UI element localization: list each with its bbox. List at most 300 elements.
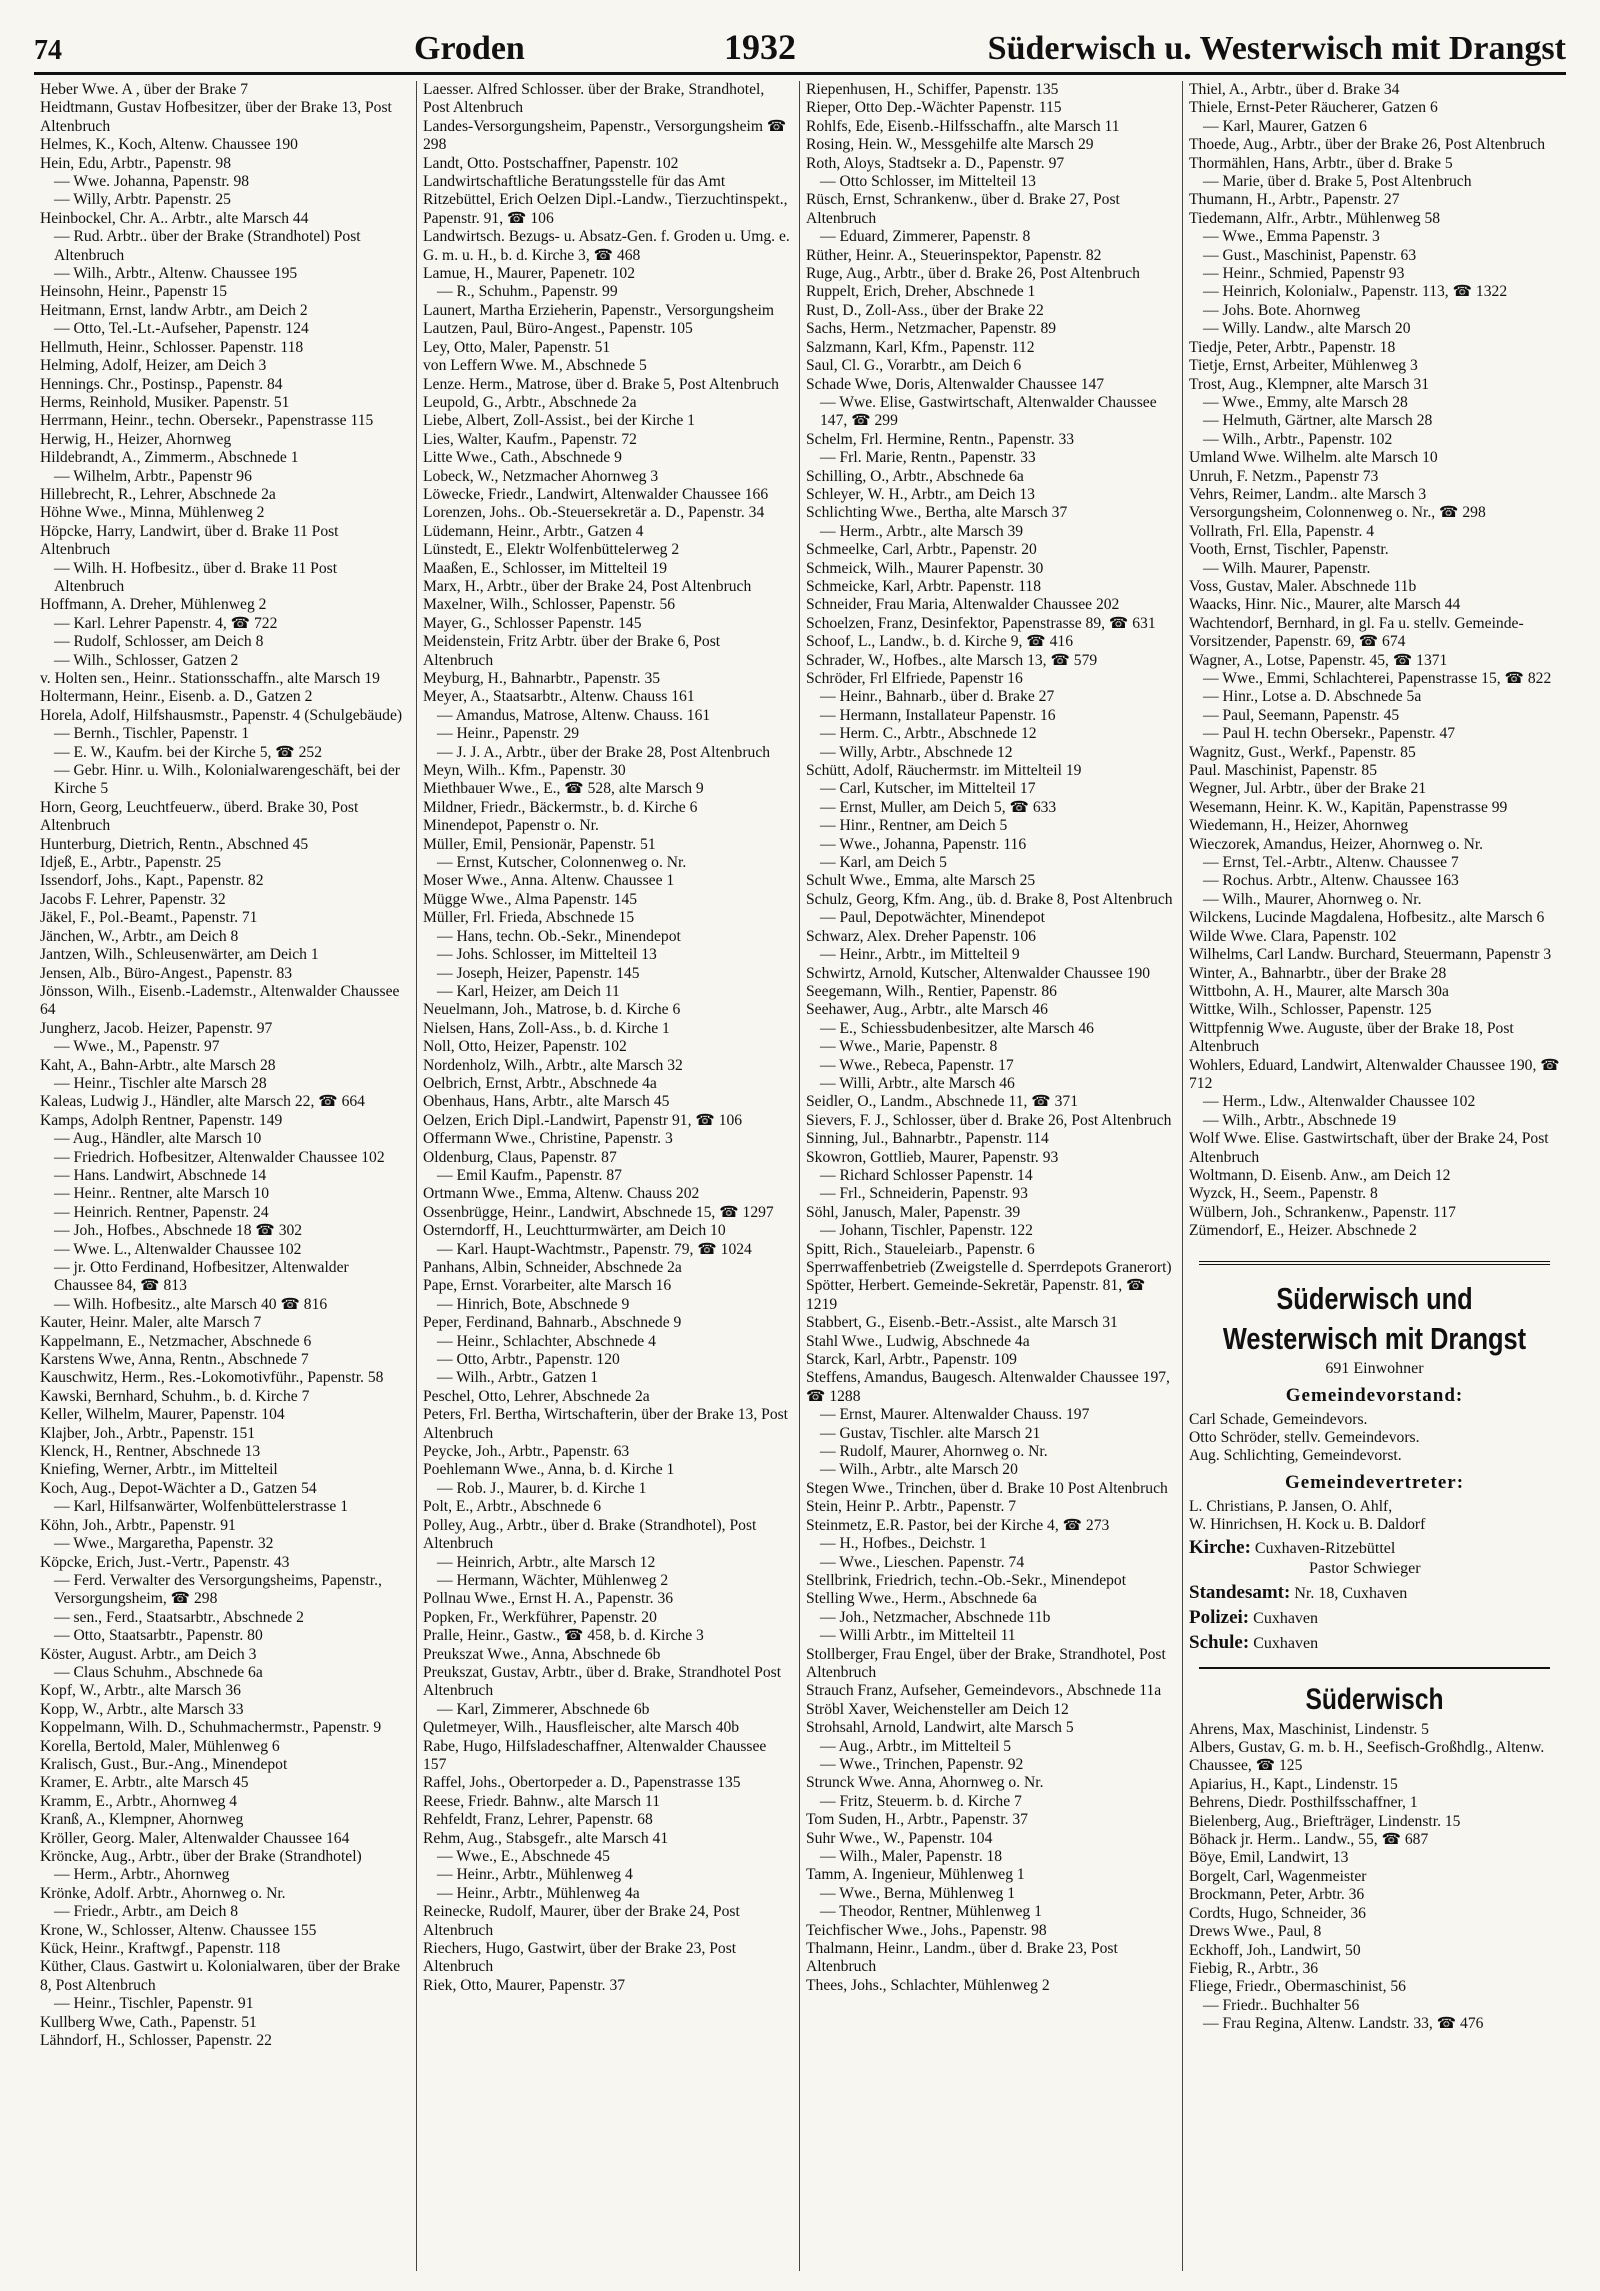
directory-entry: Nielsen, Hans, Zoll-Ass., b. d. Kirche 1 — [423, 1019, 670, 1037]
directory-entry: Kappelmann, E., Netzmacher, Abschnede 6 — [40, 1332, 312, 1350]
directory-entry: Peschel, Otto, Lehrer, Abschnede 2a — [423, 1387, 650, 1405]
page-number: 74 — [34, 35, 62, 66]
directory-entry: Korella, Bertold, Maler, Mühlenweg 6 — [40, 1737, 280, 1755]
directory-entry: Reinecke, Rudolf, Maurer, über der Brake 24, Post Altenbruch — [423, 1903, 740, 1939]
subsection-title: Süderwisch — [1305, 1682, 1444, 1716]
directory-entry: Pralle, Heinr., Gastw., ☎ 458, b. d. Kirche 3 — [423, 1627, 704, 1645]
directory-entry: — Joh., Hofbes., Abschnede 18 ☎ 302 — [54, 1222, 303, 1240]
directory-entry: — Otto, Tel.-Lt.-Aufseher, Papenstr. 124 — [54, 320, 309, 338]
directory-entry: — Willy. Landw., alte Marsch 20 — [1203, 320, 1411, 338]
directory-entry: Landwirtsch. Bezugs- u. Absatz-Gen. f. Groden u. Umg. e. G. m. u. H., b. d. Kirche 3, ☎ 468 — [423, 228, 790, 264]
directory-entry: Vehrs, Reimer, Landm.. alte Marsch 3 — [1189, 485, 1427, 503]
directory-entry: Peters, Frl. Bertha, Wirtschafterin, über der Brake 13, Post Altenbruch — [423, 1406, 789, 1442]
directory-entry: Launert, Martha Erzieherin, Papenstr., Versorgungsheim — [423, 301, 775, 319]
directory-entry: Wittke, Wilh., Schlosser, Papenstr. 125 — [1189, 1001, 1432, 1019]
directory-entry: Drews Wwe., Paul, 8 — [1189, 1923, 1322, 1941]
representatives-line: W. Hinrichsen, H. Kock u. B. Daldorf — [1189, 1516, 1426, 1534]
directory-entry: — Heinr., Arbtr., Mühlenweg 4 — [437, 1866, 633, 1884]
directory-entry: Wilde Wwe. Clara, Papenstr. 102 — [1189, 927, 1397, 945]
directory-entry: Steinmetz, E.R. Pastor, bei der Kirche 4, ☎ 273 — [806, 1516, 1110, 1534]
directory-entry: Wesemann, Heinr. K. W., Kapitän, Papenstrasse 99 — [1189, 798, 1508, 816]
directory-entry: — Otto, Arbtr., Papenstr. 120 — [437, 1351, 620, 1369]
directory-entry: Peper, Ferdinand, Bahnarb., Abschnede 9 — [423, 1314, 682, 1332]
directory-entry: — Claus Schuhm., Abschnede 6a — [54, 1663, 263, 1681]
directory-entry: — Wwe., Johanna, Papenstr. 116 — [820, 835, 1027, 853]
directory-entry: Schade Wwe, Doris, Altenwalder Chaussee 147 — [806, 375, 1105, 393]
directory-entry: Thormählen, Hans, Arbtr., über d. Brake 5 — [1189, 154, 1453, 172]
directory-entry: Strohsahl, Arnold, Landwirt, alte Marsch 5 — [806, 1719, 1074, 1737]
directory-entry: — Wwe., M., Papenstr. 97 — [54, 1038, 220, 1056]
church-value: Cuxhaven-Ritzebüttel — [1254, 1539, 1396, 1557]
directory-entry: Quletmeyer, Wilh., Hausfleischer, alte Marsch 40b — [423, 1719, 740, 1737]
directory-entry: Schleyer, W. H., Arbtr., am Deich 13 — [806, 485, 1035, 503]
directory-entry: Kauschwitz, Herm., Res.-Lokomotivführ., Papenstr. 58 — [40, 1369, 384, 1387]
directory-entry: Köpcke, Erich, Just.-Vertr., Papenstr. 43 — [40, 1553, 290, 1571]
directory-entry: Rüsch, Ernst, Schrankenw., über d. Brake 27, Post Altenbruch — [806, 191, 1120, 227]
directory-entry: Kralisch, Gust., Bur.-Ang., Minendepot — [40, 1755, 288, 1773]
directory-entry: Rehm, Aug., Stabsgefr., alte Marsch 41 — [423, 1829, 669, 1847]
directory-entry: Vollrath, Frl. Ella, Papenstr. 4 — [1189, 522, 1375, 540]
directory-entry: Rust, D., Zoll-Ass., über der Brake 22 — [806, 301, 1044, 319]
directory-entry: Kaleas, Ludwig J., Händler, alte Marsch 22, ☎ 664 — [40, 1093, 365, 1111]
directory-entry: Tiedemann, Alfr., Arbtr., Mühlenweg 58 — [1189, 209, 1441, 227]
directory-entry: Ley, Otto, Maler, Papenstr. 51 — [423, 338, 611, 356]
council-heading: Gemeindevorstand: — [1285, 1384, 1464, 1406]
directory-entry: — Johs. Bote. Ahornweg — [1203, 301, 1361, 319]
directory-entry: Lautzen, Paul, Büro-Angest., Papenstr. 105 — [423, 320, 693, 338]
directory-entry: Wieczorek, Amandus, Heizer, Ahornweg o. Nr. — [1189, 835, 1484, 853]
directory-entry: — Johann, Tischler, Papenstr. 122 — [820, 1222, 1033, 1240]
directory-entry: Helming, Adolf, Heizer, am Deich 3 — [40, 357, 267, 375]
directory-entry: Eckhoff, Joh., Landwirt, 50 — [1189, 1941, 1361, 1959]
directory-entry: Heinsohn, Heinr., Papenstr 15 — [40, 283, 228, 301]
section-block — [1189, 1279, 1560, 2034]
directory-entry: Osterndorff, H., Leuchtturmwärter, am Deich 10 — [423, 1222, 726, 1240]
subsection-entries — [1189, 1721, 1560, 2034]
directory-entry: — Aug., Händler, alte Marsch 10 — [54, 1130, 262, 1148]
directory-entry: Seidler, O., Landm., Abschnede 11, ☎ 371 — [806, 1093, 1079, 1111]
police-value: Cuxhaven — [1253, 1609, 1319, 1627]
directory-entry: — Rud. Arbtr.. über der Brake (Strandhotel) Post Altenbruch — [54, 228, 361, 264]
column-4 — [1183, 81, 1566, 2271]
directory-entry: Rehfeldt, Franz, Lehrer, Papenstr. 68 — [423, 1811, 653, 1829]
directory-entry: — Friedr., Arbtr., am Deich 8 — [54, 1903, 239, 1921]
directory-entry: Woltmann, D. Eisenb. Anw., am Deich 12 — [1189, 1166, 1451, 1184]
directory-entry: — Willy, Arbtr., Abschnede 12 — [820, 743, 1013, 761]
year-heading: 1932 — [724, 27, 796, 67]
directory-entry: Lamue, H., Maurer, Papenetr. 102 — [423, 265, 635, 283]
directory-entry: Ruppelt, Erich, Dreher, Abschnede 1 — [806, 283, 1036, 301]
directory-entry: — Gustav, Tischler. alte Marsch 21 — [820, 1424, 1041, 1442]
directory-entry: — Hinrich, Bote, Abschnede 9 — [437, 1295, 630, 1313]
directory-entry: — Wilh. Hofbesitz., alte Marsch 40 ☎ 816 — [54, 1295, 328, 1313]
directory-entry: Thees, Johs., Schlachter, Mühlenweg 2 — [806, 1976, 1050, 1994]
directory-entry: Jäkel, F., Pol.-Beamt., Papenstr. 71 — [40, 909, 258, 927]
directory-entry: Paul. Maschinist, Papenstr. 85 — [1189, 762, 1377, 780]
directory-entry: Kaht, A., Bahn-Arbtr., alte Marsch 28 — [40, 1056, 276, 1074]
directory-entry: Kawski, Bernhard, Schuhm., b. d. Kirche 7 — [40, 1387, 310, 1405]
directory-entry: Wagner, A., Lotse, Papenstr. 45, ☎ 1371 — [1189, 651, 1448, 669]
directory-entry: Tom Suden, H., Arbtr., Papenstr. 37 — [806, 1811, 1028, 1829]
directory-entry: — Heinr., Schlachter, Abschnede 4 — [437, 1332, 656, 1350]
directory-entry: Unruh, F. Netzm., Papenstr 73 — [1189, 467, 1379, 485]
directory-entry: Stollberger, Frau Engel, über der Brake, Strandhotel, Post Altenbruch — [806, 1645, 1166, 1681]
directory-entry: — Wwe., Emmi, Schlachterei, Papenstrasse 15, ☎ 822 — [1203, 670, 1552, 687]
directory-entry: — Johs. Schlosser, im Mittelteil 13 — [437, 946, 657, 964]
directory-entry: Ortmann Wwe., Emma, Altenw. Chauss 202 — [423, 1185, 700, 1203]
directory-entry: — Theodor, Rentner, Mühlenweg 1 — [820, 1903, 1042, 1921]
council-member: Aug. Schlichting, Gemeindevorst. — [1189, 1447, 1402, 1465]
directory-entry: — Gebr. Hinr. u. Wilh., Kolonialwarengeschäft, bei der Kirche 5 — [54, 762, 400, 798]
directory-entry: — Wwe., Rebeca, Papenstr. 17 — [820, 1056, 1014, 1074]
directory-entry: Horela, Adolf, Hilfshausmstr., Papenstr. 4 (Schulgebäude) — [40, 706, 403, 724]
directory-entry: — Herm., Ldw., Altenwalder Chaussee 102 — [1203, 1093, 1476, 1111]
directory-entry: — Joh., Netzmacher, Abschnede 11b — [820, 1608, 1051, 1626]
directory-entry: Koch, Aug., Depot-Wächter a D., Gatzen 54 — [40, 1479, 317, 1497]
directory-entry: Kramm, E., Arbtr., Ahornweg 4 — [40, 1792, 238, 1810]
directory-entry: Oldenburg, Claus, Papenstr. 87 — [423, 1148, 617, 1166]
directory-entry: Nordenholz, Wilh., Arbtr., alte Marsch 32 — [423, 1056, 683, 1074]
directory-entry: Steffens, Amandus, Baugesch. Altenwalder Chaussee 197, ☎ 1288 — [806, 1369, 1170, 1405]
directory-entry: Herrmann, Heinr., techn. Obersekr., Papenstrasse 115 — [40, 412, 374, 430]
directory-entry: — jr. Otto Ferdinand, Hofbesitzer, Altenwalder Chaussee 84, ☎ 813 — [54, 1259, 349, 1295]
directory-entry: Trost, Aug., Klempner, alte Marsch 31 — [1189, 375, 1430, 393]
directory-entry: Landes-Versorgungsheim, Papenstr., Versorgungsheim ☎ 298 — [423, 117, 787, 154]
directory-entry: Tietje, Ernst, Arbeiter, Mühlenweg 3 — [1189, 357, 1418, 375]
directory-entry: Wittbohn, A. H., Maurer, alte Marsch 30a — [1189, 982, 1449, 1000]
directory-entry: Wohlers, Eduard, Landwirt, Altenwalder Chaussee 190, ☎ 712 — [1189, 1056, 1560, 1092]
directory-entry: — Wwe. Johanna, Papenstr. 98 — [54, 173, 250, 191]
directory-entry: Thalmann, Heinr., Landm., über d. Brake 23, Post Altenbruch — [806, 1940, 1118, 1976]
directory-entry: Seegemann, Wilh., Rentier, Papenstr. 86 — [806, 982, 1057, 1000]
directory-entry: Kullberg Wwe, Cath., Papenstr. 51 — [40, 2013, 257, 2031]
directory-entry: — Wwe., Berna, Mühlenweg 1 — [820, 1884, 1016, 1902]
directory-entry: — Friedrich. Hofbesitzer, Altenwalder Chaussee 102 — [54, 1148, 385, 1166]
directory-entry: Hunterburg, Dietrich, Rentn., Abschned 45 — [40, 835, 309, 853]
directory-entry: Issendorf, Johs., Kapt., Papenstr. 82 — [40, 872, 264, 890]
registry-value: Nr. 18, Cuxhaven — [1294, 1584, 1408, 1602]
directory-entry: — Richard Schlosser Papenstr. 14 — [820, 1166, 1033, 1184]
police-row — [1189, 1607, 1560, 1630]
directory-entry: Minendepot, Papenstr o. Nr. — [423, 817, 599, 835]
directory-entry: Köhn, Joh., Arbtr., Papenstr. 91 — [40, 1516, 236, 1534]
directory-entry: — Willi, Arbtr., alte Marsch 46 — [820, 1074, 1015, 1092]
directory-entry: — Wwe., Emma Papenstr. 3 — [1203, 228, 1380, 246]
directory-entry: — Wilh. Maurer, Papenstr. — [1203, 559, 1371, 577]
directory-entry: — Ernst, Tel.-Arbtr., Altenw. Chaussee 7 — [1203, 854, 1459, 872]
directory-entry: — Ernst, Muller, am Deich 5, ☎ 633 — [820, 798, 1057, 816]
directory-entry: Heidtmann, Gustav Hofbesitzer, über der Brake 13, Post Altenbruch — [40, 99, 392, 135]
directory-entry: Höpcke, Harry, Landwirt, über d. Brake 11 Post Altenbruch — [40, 522, 339, 559]
directory-entry: Heitmann, Ernst, landw Arbtr., am Deich 2 — [40, 301, 308, 319]
directory-entry: Schoof, L., Landw., b. d. Kirche 9, ☎ 416 — [806, 633, 1073, 651]
directory-entry: Herms, Reinhold, Musiker. Papenstr. 51 — [40, 393, 290, 411]
directory-entry: Schwarz, Alex. Dreher Papenstr. 106 — [806, 927, 1036, 945]
directory-entry: — Ernst, Maurer. Altenwalder Chauss. 197 — [820, 1406, 1090, 1424]
directory-entry: Stahl Wwe., Ludwig, Abschnede 4a — [806, 1332, 1030, 1350]
directory-entry: — Hinr., Lotse a. D. Abschnede 5a — [1203, 688, 1422, 706]
directory-entry: Ströbl Xaver, Weichensteller am Deich 12 — [806, 1700, 1069, 1718]
directory-entry: — Eduard, Zimmerer, Papenstr. 8 — [820, 228, 1031, 246]
directory-entry: Kamps, Adolph Rentner, Papenstr. 149 — [40, 1111, 283, 1129]
directory-entry: Kniefing, Werner, Arbtr., im Mittelteil — [40, 1461, 278, 1479]
directory-entry: Wittpfennig Wwe. Auguste, über der Brake 18, Post Altenbruch — [1189, 1019, 1514, 1056]
directory-entry: — Heinr., Arbtr., Mühlenweg 4a — [437, 1884, 640, 1902]
directory-entry: — Ferd. Verwalter des Versorgungsheims, Papenstr., Versorgungsheim, ☎ 298 — [54, 1571, 382, 1608]
directory-entry: Sinning, Jul., Bahnarbtr., Papenstr. 114 — [806, 1130, 1049, 1148]
directory-entry: Preukszat Wwe., Anna, Abschnede 6b — [423, 1645, 661, 1663]
directory-entry: — Willi Arbtr., im Mittelteil 11 — [820, 1627, 1016, 1645]
church-pastor: Pastor Schwieger — [1309, 1559, 1421, 1577]
directory-entry: Krönke, Adolf. Arbtr., Ahornweg o. Nr. — [40, 1884, 286, 1902]
directory-entry: Pollnau Wwe., Ernst H. A., Papenstr. 36 — [423, 1590, 674, 1608]
directory-entry: Kröncke, Aug., Arbtr., über der Brake (Strandhotel) — [40, 1848, 362, 1865]
directory-entry: Höhne Wwe., Minna, Mühlenweg 2 — [40, 504, 265, 522]
directory-entry: Panhans, Albin, Schneider, Abschnede 2a — [423, 1259, 682, 1276]
directory-entry: — Wilh., Arbtr., Gatzen 1 — [437, 1369, 599, 1387]
police-label: Polizei: — [1189, 1606, 1250, 1628]
directory-entry: — Paul, Seemann, Papenstr. 45 — [1203, 706, 1400, 724]
directory-entry: Rohlfs, Ede, Eisenb.-Hilfsschaffn., alte Marsch 11 — [806, 117, 1120, 135]
directory-entry: — Frau Regina, Altenw. Landstr. 33, ☎ 476 — [1203, 2015, 1484, 2033]
directory-entry: — Paul, Depotwächter, Minendepot — [820, 909, 1045, 927]
directory-entry: — Fritz, Steuerm. b. d. Kirche 7 — [820, 1792, 1022, 1810]
directory-entry: Heber Wwe. A , über der Brake 7 — [40, 81, 248, 98]
directory-entry: — Wwe., Marie, Papenstr. 8 — [820, 1038, 998, 1056]
directory-entry: Kranß, A., Klempner, Ahornweg — [40, 1811, 244, 1829]
directory-entry: — Wilhelm, Arbtr., Papenstr 96 — [54, 467, 252, 485]
directory-entry: Holtermann, Heinr., Eisenb. a. D., Gatzen 2 — [40, 688, 313, 706]
directory-entry: Noll, Otto, Heizer, Papenstr. 102 — [423, 1038, 627, 1056]
directory-entry: Schult Wwe., Emma, alte Marsch 25 — [806, 872, 1036, 890]
directory-entry: Meyer, A., Staatsarbtr., Altenw. Chauss 161 — [423, 688, 695, 706]
section-title-line1: Süderwisch und — [1276, 1280, 1473, 1316]
directory-entry: Polley, Aug., Arbtr., über d. Brake (Strandhotel), Post Altenbruch — [423, 1516, 757, 1553]
directory-entry: — Wilh., Arbtr., Abschnede 19 — [1203, 1111, 1397, 1129]
page-header — [34, 26, 1566, 75]
directory-entry: — Friedr.. Buchhalter 56 — [1203, 1996, 1360, 2014]
directory-entry: Mildner, Friedr., Bäckermstr., b. d. Kirche 6 — [423, 798, 698, 816]
directory-entry: Skowron, Gottlieb, Maurer, Papenstr. 93 — [806, 1148, 1059, 1166]
directory-entry: — Wilh., Arbtr., Papenstr. 102 — [1203, 430, 1393, 448]
directory-entry: Miethbauer Wwe., E., ☎ 528, alte Marsch 9 — [423, 780, 704, 798]
directory-entry: Wagnitz, Gust., Werkf., Papenstr. 85 — [1189, 743, 1416, 761]
directory-entry: Krone, W., Schlosser, Altenw. Chaussee 155 — [40, 1921, 317, 1939]
population: 691 Einwohner — [1325, 1359, 1424, 1377]
directory-entry: Kopp, W., Arbtr., alte Marsch 33 — [40, 1700, 244, 1718]
council-member: Carl Schade, Gemeindevors. — [1189, 1410, 1368, 1428]
directory-entry: Hein, Edu, Arbtr., Papenstr. 98 — [40, 154, 232, 172]
registry-row — [1189, 1582, 1560, 1605]
directory-entry: — Herm. C., Arbtr., Abschnede 12 — [820, 725, 1037, 743]
column-3 — [800, 81, 1183, 2271]
directory-entry: — Heinr., Papenstr. 29 — [437, 725, 580, 743]
directory-entry: Oelzen, Erich Dipl.-Landwirt, Papenstr 91, ☎ 106 — [423, 1111, 743, 1129]
directory-entry: — Herm., Arbtr., alte Marsch 39 — [820, 522, 1024, 540]
directory-entry: Keller, Wilhelm, Maurer, Papenstr. 104 — [40, 1406, 285, 1424]
directory-entry: Liebe, Albert, Zoll-Assist., bei der Kirche 1 — [423, 412, 695, 430]
directory-entry: Thiel, A., Arbtr., über d. Brake 34 — [1189, 81, 1400, 98]
subsection-divider — [1199, 1667, 1550, 1669]
directory-entry: Böhack jr. Herm.. Landw., 55, ☎ 687 — [1189, 1831, 1429, 1849]
directory-entry: Wilhelms, Carl Landw. Burchard, Steuermann, Papenstr 3 — [1189, 946, 1552, 964]
directory-entry: — E., Schiessbudenbesitzer, alte Marsch 46 — [820, 1019, 1094, 1037]
directory-entry: Lenze. Herm., Matrose, über d. Brake 5, Post Altenbruch — [423, 375, 779, 393]
directory-entry: Meidenstein, Fritz Arbtr. über der Brake 6, Post Altenbruch — [423, 633, 721, 669]
directory-entry: Litte Wwe., Cath., Abschnede 9 — [423, 449, 622, 467]
directory-entry: Müller, Emil, Pensionär, Papenstr. 51 — [423, 835, 656, 853]
directory-columns — [34, 81, 1566, 2271]
directory-entry: — Amandus, Matrose, Altenw. Chauss. 161 — [437, 706, 711, 724]
directory-entry: — Hans, techn. Ob.-Sekr., Minendepot — [437, 927, 681, 945]
directory-entry: Lähndorf, H., Schlosser, Papenstr. 22 — [40, 2032, 272, 2050]
directory-entry: Borgelt, Carl, Wagenmeister — [1189, 1867, 1367, 1885]
directory-entry: — Wwe., Lieschen. Papenstr. 74 — [820, 1553, 1025, 1571]
directory-entry: Tiedje, Peter, Arbtr., Papenstr. 18 — [1189, 338, 1396, 356]
directory-entry: Rabe, Hugo, Hilfsladeschaffner, Altenwalder Chaussee 157 — [423, 1737, 767, 1773]
directory-entry: Pape, Ernst. Vorarbeiter, alte Marsch 16 — [423, 1277, 672, 1295]
directory-entry: Lobeck, W., Netzmacher Ahornweg 3 — [423, 467, 659, 485]
directory-entry: Stellbrink, Friedrich, techn.-Ob.-Sekr., Minendepot — [806, 1571, 1127, 1589]
directory-entry: — Emil Kaufm., Papenstr. 87 — [437, 1166, 622, 1184]
directory-entry: Rosing, Hein. W., Messgehilfe alte Marsch 29 — [806, 136, 1094, 154]
directory-entry: Peycke, Joh., Arbtr., Papenstr. 63 — [423, 1443, 630, 1461]
directory-entry: Wiedemann, H., Heizer, Ahornweg — [1189, 817, 1409, 835]
directory-entry: Heinbockel, Chr. A.. Arbtr., alte Marsch 44 — [40, 209, 309, 227]
directory-entry: Schelm, Frl. Hermine, Rentn., Papenstr. 33 — [806, 430, 1075, 448]
directory-entry: Stelling Wwe., Herm., Abschnede 6a — [806, 1590, 1037, 1608]
directory-entry: Schütt, Adolf, Räuchermstr. im Mittelteil 19 — [806, 762, 1082, 780]
directory-entry: — Wwe., Emmy, alte Marsch 28 — [1203, 393, 1408, 411]
directory-entry: — Rudolf, Maurer, Ahornweg o. Nr. — [820, 1443, 1048, 1461]
directory-entry: Jänchen, W., Arbtr., am Deich 8 — [40, 927, 239, 945]
directory-entry: Schulz, Georg, Kfm. Ang., üb. d. Brake 8, Post Altenbruch — [806, 890, 1173, 908]
directory-entry: Apiarius, H., Kapt., Lindenstr. 15 — [1189, 1775, 1398, 1793]
directory-entry: Jantzen, Wilh., Schleusenwärter, am Deich 1 — [40, 946, 319, 964]
directory-entry: — Wilh. H. Hofbesitz., über d. Brake 11 Post Altenbruch — [54, 559, 338, 595]
directory-entry: Idjeß, E., Arbtr., Papenstr. 25 — [40, 854, 222, 872]
directory-entry: Maxelner, Wilh., Schlosser, Papenstr. 56 — [423, 596, 676, 614]
directory-entry: Laesser. Alfred Schlosser. über der Brake, Strandhotel, Post Altenbruch — [423, 81, 765, 117]
directory-entry: Hildebrandt, A., Zimmerm., Abschnede 1 — [40, 449, 299, 467]
directory-entry: Maaßen, E., Schlosser, im Mittelteil 19 — [423, 559, 668, 577]
directory-entry: — H., Hofbes., Deichstr. 1 — [820, 1535, 987, 1553]
church-label: Kirche: — [1189, 1536, 1251, 1558]
directory-entry: Lüdemann, Heinr., Arbtr., Gatzen 4 — [423, 522, 644, 540]
directory-entry: Wachtendorf, Bernhard, in gl. Fa u. stellv. Gemeinde-Vorsitzender, Papenstr. 69, ☎ 674 — [1189, 614, 1524, 651]
directory-entry: Jungherz, Jacob. Heizer, Papenstr. 97 — [40, 1019, 273, 1037]
directory-entry: Schmeick, Wilh., Maurer Papenstr. 30 — [806, 559, 1044, 577]
directory-entry: — Paul H. techn Obersekr., Papenstr. 47 — [1203, 725, 1456, 743]
column-4-entries — [1189, 81, 1560, 1241]
directory-entry: Stabbert, G., Eisenb.-Betr.-Assist., alte Marsch 31 — [806, 1314, 1118, 1332]
directory-entry: — Heinr., Tischler, Papenstr. 91 — [54, 1995, 254, 2013]
directory-entry: Zümendorf, E., Heizer. Abschnede 2 — [1189, 1222, 1417, 1240]
directory-entry: Sachs, Herm., Netzmacher, Papenstr. 89 — [806, 320, 1057, 338]
directory-entry: — Herm., Arbtr., Ahornweg — [54, 1866, 230, 1884]
directory-entry: Thumann, H., Arbtr., Papenstr. 27 — [1189, 191, 1400, 209]
directory-entry: — R., Schuhm., Papenstr. 99 — [437, 283, 618, 301]
place-heading: Groden — [414, 30, 525, 67]
directory-entry: — Karl, Hilfsanwärter, Wolfenbüttelerstrasse 1 — [54, 1498, 349, 1516]
directory-entry: Behrens, Diedr. Posthilfsschaffner, 1 — [1189, 1794, 1418, 1812]
directory-entry: Schwirtz, Arnold, Kutscher, Altenwalder Chaussee 190 — [806, 964, 1151, 982]
directory-entry: Stegen Wwe., Trinchen, über d. Brake 10 Post Altenbruch — [806, 1479, 1168, 1497]
directory-entry: Mayer, G., Schlosser Papenstr. 145 — [423, 614, 642, 632]
directory-entry: Ossenbrügge, Heinr., Landwirt, Abschnede 15, ☎ 1297 — [423, 1203, 774, 1221]
directory-entry: Waacks, Hinr. Nic., Maurer, alte Marsch 44 — [1189, 596, 1461, 614]
directory-entry: — Karl, am Deich 5 — [820, 854, 947, 872]
directory-entry: — Heinrich. Rentner, Papenstr. 24 — [54, 1203, 269, 1221]
directory-entry: — Heinr., Schmied, Papenstr 93 — [1203, 265, 1405, 283]
directory-entry: Jacobs F. Lehrer, Papenstr. 32 — [40, 890, 226, 908]
directory-entry: Ruge, Aug., Arbtr., über d. Brake 26, Post Altenbruch — [806, 265, 1140, 283]
directory-entry: Oelbrich, Ernst, Arbtr., Abschnede 4a — [423, 1074, 657, 1092]
directory-entry: Lorenzen, Johs.. Ob.-Steuersekretär a. D., Papenstr. 34 — [423, 504, 765, 522]
directory-entry: Söhl, Janusch, Maler, Papenstr. 39 — [806, 1203, 1021, 1221]
section-title-line2: Westerwisch mit Drangst — [1222, 1320, 1527, 1356]
column-2 — [417, 81, 800, 2271]
directory-entry: Reese, Friedr. Bahnw., alte Marsch 11 — [423, 1792, 661, 1810]
directory-entry: Teichfischer Wwe., Johs., Papenstr. 98 — [806, 1921, 1047, 1939]
directory-entry: Schoelzen, Franz, Desinfektor, Papenstrasse 89, ☎ 631 — [806, 614, 1156, 632]
directory-entry: Salzmann, Karl, Kfm., Papenstr. 112 — [806, 338, 1035, 356]
directory-entry: — Heinr., Arbtr., im Mittelteil 9 — [820, 946, 1020, 964]
directory-entry: Leupold, G., Arbtr., Abschnede 2a — [423, 393, 637, 411]
directory-entry: — Wwe. Elise, Gastwirtschaft, Altenwalder Chaussee 147, ☎ 299 — [820, 393, 1157, 430]
directory-entry: Ahrens, Max, Maschinist, Lindenstr. 5 — [1189, 1720, 1429, 1738]
council-member: Otto Schröder, stellv. Gemeindevors. — [1189, 1429, 1420, 1446]
directory-entry: — Marie, über d. Brake 5, Post Altenbruch — [1203, 173, 1472, 191]
directory-entry: — Karl, Zimmerer, Abschnede 6b — [437, 1700, 650, 1718]
directory-entry: Bielenberg, Aug., Briefträger, Lindenstr. 15 — [1189, 1812, 1461, 1830]
directory-entry: — Heinr., Bahnarb., über d. Brake 27 — [820, 688, 1055, 706]
directory-entry: — Gust., Maschinist, Papenstr. 63 — [1203, 246, 1417, 264]
directory-entry: — Karl. Haupt-Wachtmstr., Papenstr. 79, ☎ 1024 — [437, 1240, 752, 1258]
directory-entry: Starck, Karl, Arbtr., Papenstr. 109 — [806, 1351, 1017, 1369]
school-value: Cuxhaven — [1253, 1634, 1319, 1652]
directory-entry: Thiele, Ernst-Peter Räucherer, Gatzen 6 — [1189, 99, 1438, 117]
directory-entry: — Wilh., Arbtr., alte Marsch 20 — [820, 1461, 1018, 1479]
directory-entry: — Heinr., Tischler alte Marsch 28 — [54, 1074, 267, 1092]
directory-entry: — Wwe. L., Altenwalder Chaussee 102 — [54, 1240, 302, 1258]
directory-entry: Sievers, F. J., Schlosser, über d. Brake 26, Post Altenbruch — [806, 1111, 1172, 1129]
directory-entry: — Wilh., Maler, Papenstr. 18 — [820, 1848, 1003, 1865]
directory-entry: Strauch Franz, Aufseher, Gemeindevors., Abschnede 11a — [806, 1682, 1162, 1700]
directory-entry: Fliege, Friedr., Obermaschinist, 56 — [1189, 1978, 1406, 1996]
directory-entry: — Frl., Schneiderin, Papenstr. 93 — [820, 1185, 1028, 1203]
directory-entry: — sen., Ferd., Staatsarbtr., Abschnede 2 — [54, 1608, 304, 1626]
directory-entry: — Wilh., Schlosser, Gatzen 2 — [54, 651, 239, 669]
directory-entry: Herwig, H., Heizer, Ahornweg — [40, 430, 232, 448]
directory-entry: Meyburg, H., Bahnarbtr., Papenstr. 35 — [423, 670, 661, 687]
representatives-heading: Gemeindevertreter: — [1284, 1471, 1465, 1493]
directory-entry: Schrader, W., Hofbes., alte Marsch 13, ☎ 579 — [806, 651, 1098, 669]
directory-entry: Mügge Wwe., Alma Papenstr. 145 — [423, 890, 638, 908]
directory-entry: Saul, Cl. G., Vorarbtr., am Deich 6 — [806, 357, 1022, 375]
directory-entry: — Hans. Landwirt, Abschnede 14 — [54, 1166, 267, 1184]
directory-entry: Umland Wwe. Wilhelm. alte Marsch 10 — [1189, 449, 1438, 467]
directory-entry: — Wilh., Arbtr., Altenw. Chaussee 195 — [54, 265, 298, 283]
directory-entry: Poehlemann Wwe., Anna, b. d. Kirche 1 — [423, 1461, 675, 1479]
registry-label: Standesamt: — [1189, 1581, 1291, 1603]
directory-entry: Horn, Georg, Leuchtfeuerw., überd. Brake 30, Post Altenbruch — [40, 798, 359, 835]
directory-entry: Kramer, E. Arbtr., alte Marsch 45 — [40, 1774, 249, 1792]
directory-entry: Schilling, O., Arbtr., Abschnede 6a — [806, 467, 1024, 485]
representatives-list — [1189, 1498, 1560, 1535]
directory-entry: Löwecke, Friedr., Landwirt, Altenwalder Chaussee 166 — [423, 485, 769, 503]
directory-entry: Tamm, A. Ingenieur, Mühlenweg 1 — [806, 1866, 1025, 1884]
